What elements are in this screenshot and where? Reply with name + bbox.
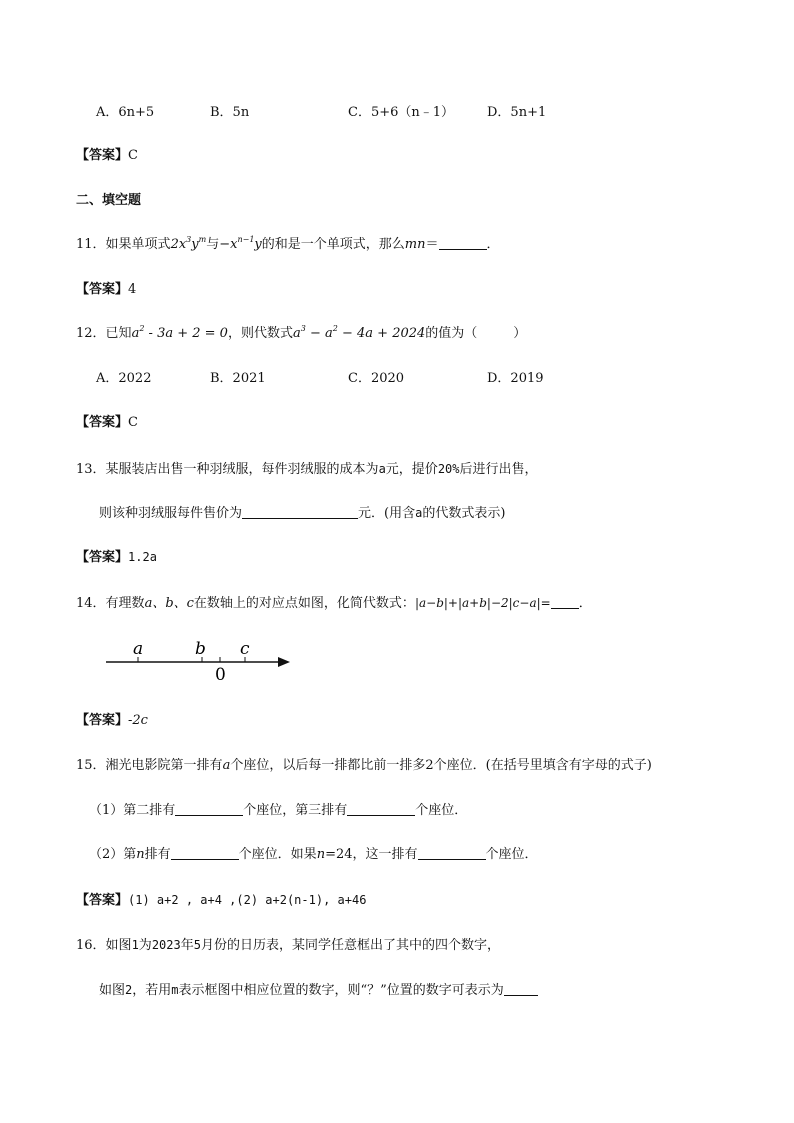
q11-m2b: y [254,237,262,252]
q12-m1b: - 3a + 2 = 0 [144,326,228,341]
q14-answer [76,711,148,731]
label-a: a [133,639,144,659]
q12-m2: a [292,326,301,341]
q16-text-1d: 2023 [151,938,181,952]
q11-answer [76,280,136,300]
label-origin: 0 [215,665,226,685]
q14-blank[interactable] [551,594,579,609]
q15-num-2: 2 [425,758,434,773]
answer-label: 【答案】 [76,893,129,908]
q15-p1-text-b: 个座位，第三排有 [243,803,348,818]
q11-text-1: 如果单项式 [105,237,171,252]
q12-option-b: B．2021 [210,371,266,386]
answer-label: 【答案】 [76,148,129,163]
q12-m1: a [131,326,140,341]
q12-number: 12． [76,326,106,341]
q15-p2-blank-1[interactable] [171,845,239,860]
q15-var-a: a [222,758,231,773]
q12-option-c: C．2020 [348,371,405,386]
q13-text-1d: 20% [437,462,460,476]
q11-m1-sup1: 3 [186,235,192,244]
label-b: b [195,639,206,659]
answer-label: 【答案】 [76,282,129,297]
q13-question-line-2 [99,503,505,524]
q13-answer-value: 1.2a [128,550,157,564]
q12-options [96,369,616,389]
q14-expression: |a−b|+|a+b|−2|c−a|= [414,596,551,610]
q11-answer-value: 4 [128,282,137,297]
q11-math-3: mn [404,237,426,252]
q13-answer [76,547,157,568]
q15-question [76,756,652,776]
q10-option-d: D．5n+1 [487,105,547,120]
number-line-arrow [278,657,290,667]
q16-question-line-1 [76,935,500,956]
q12-text-1: 已知 [105,326,132,341]
q16-text-2d: m [171,983,179,997]
q13-text-2b: 元．(用含 [358,506,416,521]
q11-math-1 [171,237,207,252]
section-title: 二、填空题 [76,193,142,208]
q10-answer [76,146,138,166]
q11-text-5: ． [486,237,500,252]
q10-option-a: A．6n+5 [96,105,155,120]
q15-p2-var-n: n [136,847,145,862]
q16-text-2b: 2 [125,983,133,997]
q11-m2: −x [219,237,238,252]
q14-text-3: ． [578,596,592,611]
q12-answer-value: C [128,415,138,430]
q11-m2-sup: n−1 [237,235,255,244]
q12-option-a: A．2022 [96,371,152,386]
q16-text-1b: 1 [131,938,139,952]
q14-question [76,593,592,614]
q13-number: 13． [76,462,106,477]
q15-p1-text-c: 个座位． [415,803,468,818]
q14-text-2: 在数轴上的对应点如图，化简代数式： [193,596,415,611]
q16-text-2c: ，若用 [132,983,172,998]
q12-math-2 [293,326,425,341]
q13-text-2c: a [415,506,423,520]
q12-m1-sup: 2 [139,324,145,333]
q10-option-b: B．5n [210,105,250,120]
q14-number: 14． [76,596,106,611]
q15-text-3: 个座位．(在括号里填含有字母的式子) [433,758,652,773]
q14-vars: a、b、c [144,596,194,611]
q13-text-1b: a [378,462,386,476]
q16-text-2a: 如图 [99,983,126,998]
q15-number: 15． [76,758,106,773]
q12-m2-sup2: 2 [332,324,338,333]
q11-math-2 [219,237,262,252]
q13-text-1a: 某服装店出售一种羽绒服，每件羽绒服的成本为 [105,462,379,477]
q16-blank[interactable] [504,981,538,996]
q15-p1-text-a: （1）第二排有 [89,803,176,818]
q15-text-2: 个座位，以后每一排都比前一排多 [230,758,426,773]
q15-p2-text-f: 个座位． [485,847,538,862]
q12-option-d: D．2019 [487,371,544,386]
answer-label: 【答案】 [76,415,129,430]
q16-text-1g: 月份的日历表，某同学任意框出了其中的四个数字， [200,938,500,953]
q13-text-2a: 则该种羽绒服每件售价为 [99,506,243,521]
q16-question-line-2 [99,980,538,1001]
q14-text-1: 有理数 [105,596,145,611]
q11-text-2: 与 [206,237,220,252]
q16-text-1f: 5 [193,938,201,952]
q15-answer [76,890,366,911]
q13-text-1c: 元，提价 [385,462,438,477]
q11-number: 11． [76,237,106,252]
q12-m2c: − 4a + 2024 [337,326,426,341]
q12-m2-sup1: 3 [300,324,306,333]
q15-p1-blank-1[interactable] [175,801,243,816]
q13-blank[interactable] [242,504,358,519]
label-c: c [240,639,250,659]
q12-m2b: − a [305,326,333,341]
number-line-figure [100,636,300,686]
q11-m1-sup2: m [198,235,207,244]
q11-text-3: 的和是一个单项式，那么 [261,237,405,252]
q16-text-2e: 表示框图中相应位置的数字，则“？”位置的数字可表示为 [178,983,504,998]
q15-p2-text-a: （2）第 [89,847,137,862]
answer-label: 【答案】 [76,713,129,728]
q12-text-4: ） [513,326,527,341]
q15-p2-var-n2: n [316,847,326,862]
q12-math-1 [132,326,228,341]
q15-part-1 [89,801,467,821]
answer-label: 【答案】 [76,550,129,565]
q11-text-4: ＝ [425,237,439,252]
q15-p2-text-b: 排有 [144,847,171,862]
q16-text-1e: 年 [180,938,194,953]
q15-p2-blank-2[interactable] [418,845,486,860]
q11-question [76,235,500,255]
q10-option-c: C．5+6（n﹣1） [348,105,455,120]
q15-p2-text-e: =24，这一排有 [325,847,418,862]
q15-p1-blank-2[interactable] [347,801,415,816]
q14-answer-value: -2c [128,713,148,728]
q11-m1: 2x [170,237,187,252]
q13-text-2d: 的代数式表示) [422,506,506,521]
q15-part-2 [89,845,538,865]
q12-answer [76,413,138,433]
q15-p2-text-c: 个座位．如果 [238,847,317,862]
q16-number: 16． [76,938,106,953]
q11-blank[interactable] [439,235,487,250]
q12-question [76,324,526,344]
q13-text-1e: 后进行出售， [459,462,538,477]
q16-text-1c: 为 [138,938,152,953]
q16-text-1a: 如图 [105,938,132,953]
q10-options [96,103,616,123]
q11-m1b: y [191,237,199,252]
q15-text-1: 湘光电影院第一排有 [105,758,223,773]
q10-answer-value: C [128,148,138,163]
q15-answer-value: (1) a+2 , a+4 ,(2) a+2(n-1), a+46 [128,893,367,907]
q13-question-line-1 [76,459,538,480]
q12-text-3: 的值为（ [425,326,478,341]
q12-text-2: ，则代数式 [227,326,293,341]
